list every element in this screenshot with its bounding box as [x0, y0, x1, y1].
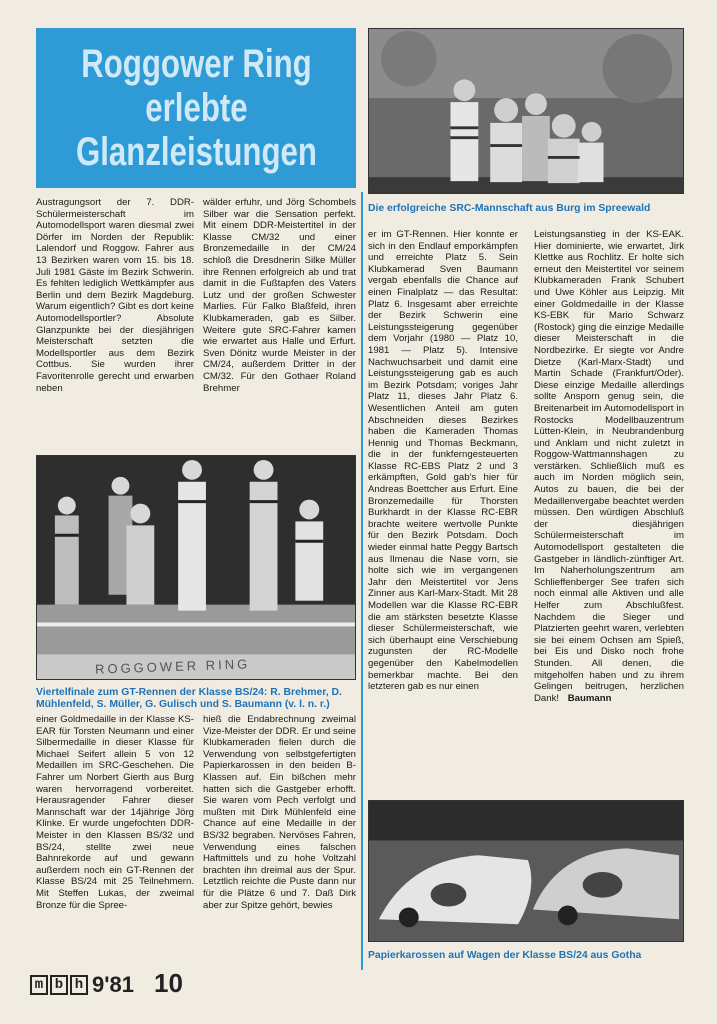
title-line-1: Roggower Ring [80, 42, 312, 86]
caption-race-photo: Viertelfinale zum GT-Rennen der Klasse BS/24: R. Brehmer, D. Mühlenfeld, S. Müller, G. Gulisch und S. Baumann (v. l. n. r.) [36, 687, 342, 710]
cars-photo [368, 800, 684, 942]
logo-letter-h: h [70, 975, 88, 995]
article-title [76, 42, 317, 174]
race-photo [36, 455, 356, 680]
title-line-3: Glanzleistungen [75, 130, 317, 174]
column-5: einer Goldmedaille in der Klasse KS-EAR für Torsten Neumann und einer Silbermedaille in dieser Klasse für Michael Seifert allein 5 von 12 Medaillen im SRC-Geschehen. Die Fahrer um Norbert Gierth aus Burg waren hervorragend vorbereitet. Herausragender Fahrer dieser Mannschaft war der 14jährige Jörg Klinke. Er wurde ungefochten DDR-Meister in den Klassen BS/32 und BS/24, stellte zwei neue Bahnrekorde auf und gewann außerdem noch ein GT-Rennen der Klasse BS/24 mit 25 Teilnehmern. Mit Steffen Lukas, der zweimal Bronze für die Spree- [36, 714, 194, 911]
column-6: hieß die Endabrechnung zweimal Vize-Meister der DDR. Er und seine Klubkameraden fielen durch die Verwendung von selbstgefertigten Papierkarossen in den beiden B-Klassen auf. Ein bißchen mehr hatten sich die Gastgeber erhofft. Sie waren vom Pech verfolgt und mußten mit Dirk Mühlenfeld eine Chance auf eine Medaille in der BS/32 begraben. Nervöses Fahren, Verwendung eines falschen Haftmittels und zu hohe Voltzahl brachten ihn dreimal aus der Spur. Letztlich reichte die Puste dann nur für die Plätze 6 und 7. Daß Dirk aber zur Spitze gehört, bewies [203, 714, 356, 911]
column-4-text: Leistungsanstieg in der KS-EAK. Hier dominierte, wie erwartet, Jirk Klettke aus Rochlitz. Er holte sich erneut den Meistertitel vor seinem Klubkameraden Frank Schubert und Uwe Köhler aus Leipzig. Mit einer Goldmedaille in der Klasse KS-EBK für Mario Schwarz (Rostock) ging die einzige Medaille dieser Meisterschaft in die Nordbezirke. Er siegte vor Andre Dietze (Karl-Marx-Stadt) und Martin Schade (Frankfurt/Oder). Diese einzige Medaille allerdings sollte Ansporn genug sein, die Breitenarbeit im Automodellsport in Rostocks Modellbauzentrum Lütten-Klein, in Neubrandenburg und Anklam und nicht zuletzt in Roggow-Wattmannshagen zu verstärken. Schließlich muß es auch im Norden möglich sein, Autos zu bauen, die bei der Medaillenvergabe beachtet werden müssen. Den würdigen Abschluß der diesjährigen Schülermeisterschaft im Automodellsport gestalteten die Gastgeber in ländlich-zünftiger Art. Im Naherholungszentrum am Schlieffenberger See trafen sich noch einmal alle Aktiven und alle Helfer zum Abschlußfest. Nachdem die Sieger und Platzierten geehrt waren, verlebten sie bei einem Ochsen am Spieß, bei Eis und Disko noch frohe Stunden. All denen, die mitgeholfen haben und zu ihrem Gelingen beitrugen, herzlichen Dank! [534, 229, 684, 704]
logo-letter-m: m [30, 975, 48, 995]
title-box [36, 28, 356, 188]
logo-letter-b: b [50, 975, 68, 995]
issue-number: 9'81 [92, 972, 134, 997]
column-1: Austragungsort der 7. DDR-Schülermeisterschaft im Automodellsport waren diesmal zwei Dörfer im Norden der Republik: Lalendorf und Roggow. Fahrer aus 13 Bezirken waren vom 15. bis 18. Juli 1981 Gäste im Bezirk Schwerin. Es fehlten lediglich Wettkämpfer aus Berlin und dem Bezirk Magdeburg. Warum eigentlich? Gibt es dort keine Automodellsportler? Absolute Glanzpunkte bei der diesjährigen Meisterschaft setzten die Modellsportler aus dem Bezirk Cottbus. Sie wurden ihrer Favoritenrolle gerecht und erwarben neben [36, 197, 194, 394]
column-4 [534, 229, 684, 704]
page-number: 10 [154, 968, 183, 998]
caption-team-photo: Die erfolgreiche SRC-Mannschaft aus Burg im Spreewald [368, 203, 651, 214]
caption-cars-photo: Papierkarossen auf Wagen der Klasse BS/24 aus Gotha [368, 950, 642, 961]
column-divider [361, 192, 363, 970]
column-2: wälder erfuhr, und Jörg Schombels Silber war die Sensation perfekt. Mit einem DDR-Meistertitel in der Klasse CM/32 und einer Bronzemedaille in der CM/24 schloß die Dresdnerin Silke Müller ihre Rennen erfolgreich ab und trat damit in die Fußtapfen des Vaters Lutz und der großen Schwester Marlies. Für Falko Blaßfeld, ihren Klubkameraden, gab es Silber. Weitere gute SRC-Fahrer kamen wie erwartet aus Halle und Erfurt. Sven Dönitz wurde Meister in der CM/24, außerdem Dritter in der CM/32. Für den Gothaer Roland Brehmer [203, 197, 356, 394]
column-3: er im GT-Rennen. Hier konnte er sich in den Endlauf emporkämpfen und erreichte Platz 5. Sein Klubkamerad Sven Baumann vergab ebenfalls die Chance auf einen Finalplatz — das Resultat: Platz 6. Insgesamt aber erreichte der Bezirk Schwerin eine Leistungssteigerung gegenüber dem Vorjahr (1980 — Platz 10, 1981 — Platz 5). Intensive Nachwuchsarbeit und damit eine Leistungssteigerung gab es auch im Bezirk Potsdam; voriges Jahr Platz 11, dieses Jahr Platz 6. Wesentlichen Anteil am guten Abschneiden dieses Bezirkes haben die Kameraden Thomas Hennig und Thomas Beckmann, die in der funkferngesteuerten Klasse RC-EBS Platz 2 und 3 erkämpften, Gold gab's hier für Andreas Boettcher aus Erfurt. Eine Bronzemedaille für Thorsten Burkhardt in der Klasse RC-EBR brachte weitere wertvolle Punkte für den Bezirk Potsdam. Doch wieder einmal hatte Peggy Bartsch aus Ilmenau die Nase vorn, sie holte sich wie im vergangenen Jahr den Meistertitel vor Jens Zinner aus Karl-Marx-Stadt. Mit 28 Modellen war die Klasse RC-EBR die am stärksten besetzte Klasse dieser Schülermeisterschaft, wie sich überhaupt eine Verschiebung zugunsten der RC-Modelle gegenüber den Kabelmodellen bemerkbar machte. Bei den letzteren gab es nur einen [368, 229, 518, 693]
author-name: Baumann [567, 692, 612, 704]
track-banner: ROGGOWER RING [94, 656, 251, 677]
magazine-logo [30, 972, 134, 998]
title-line-2: erlebte [144, 86, 248, 130]
team-photo [368, 28, 684, 194]
